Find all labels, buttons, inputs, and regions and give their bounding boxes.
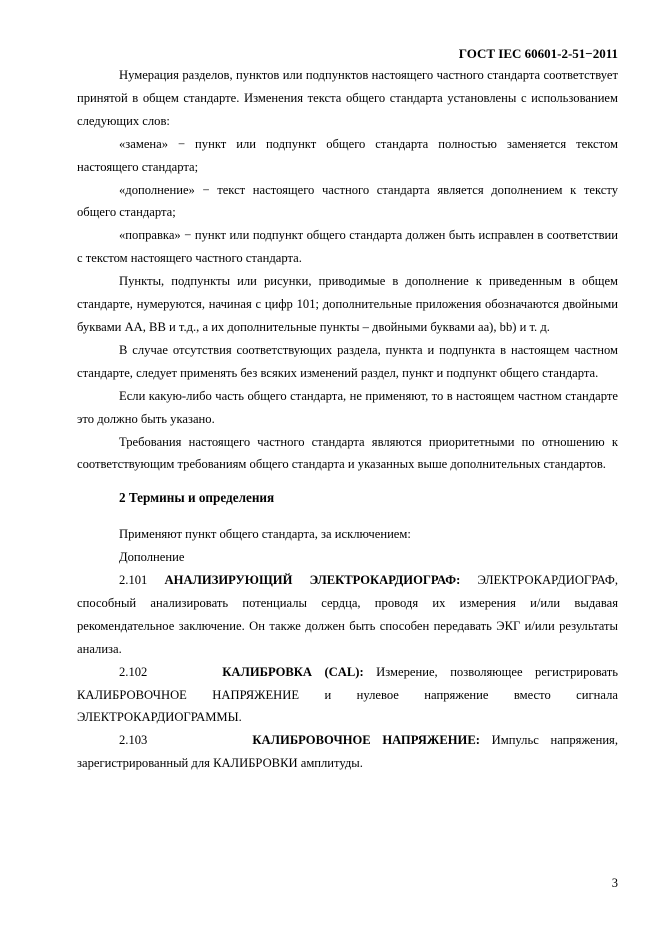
term-name: АНАЛИЗИРУЮЩИЙ ЭЛЕКТРОКАРДИОГРАФ: bbox=[164, 573, 461, 588]
paragraph-numbering: Нумерация разделов, пунктов или подпунктов настоящего частного стандарта соответствует принятой в общем стандарте. Изменения текста общего стандарта установлены с использованием следующих слов: bbox=[77, 68, 618, 128]
document-id-header: ГОСТ IEC 60601-2-51−2011 bbox=[458, 46, 618, 61]
document-body bbox=[77, 64, 618, 775]
term-entry bbox=[77, 569, 618, 661]
addition-label: Дополнение bbox=[119, 550, 185, 565]
section-heading: 2 Термины и определения bbox=[119, 490, 275, 506]
paragraph-priority: Требования настоящего частного стандарта являются приоритетными по отношению к соответствующим требованиям общего стандарта и указанных выше дополнительных стандартов. bbox=[77, 434, 618, 472]
term-number: 2.101 bbox=[119, 573, 148, 588]
term-name: КАЛИБРОВКА (CAL): bbox=[222, 664, 364, 679]
term-name: КАЛИБРОВОЧНОЕ НАПРЯЖЕНИЕ: bbox=[252, 733, 480, 748]
page-number: 3 bbox=[611, 876, 618, 890]
term-entry bbox=[77, 661, 618, 730]
term-number: 2.102 bbox=[119, 664, 148, 679]
paragraph-missing-sections: В случае отсутствия соответствующих раздела, пункта и подпункта в настоящем частном стандарте, следует применять без всяких изменений раздел, пункт и подпункт общего стандарта. bbox=[77, 342, 618, 380]
paragraph-addition: «дополнение» − текст настоящего частного стандарта является дополнением к тексту общего стандарта; bbox=[77, 182, 618, 220]
term-definition: Импульс напряжения, зарегистрированный для КАЛИБРОВКИ амплитуды. bbox=[77, 733, 619, 771]
section-intro: Применяют пункт общего стандарта, за исключением: bbox=[119, 527, 411, 542]
paragraph-amendment: «поправка» − пункт или подпункт общего стандарта должен быть исправлен в соответствии с текстом настоящего частного стандарта. bbox=[77, 228, 618, 266]
term-definition: ЭЛЕКТРОКАРДИОГРАФ, способный анализировать потенциалы сердца, проводя их измерения и/или выдавая рекомендательное заключение. Он также должен быть способен передавать ЭКГ и/или результаты анализа. bbox=[77, 573, 618, 656]
paragraph-supplementary-numbering: Пункты, подпункты или рисунки, приводимые в дополнение к приведенным в общем стандарте, нумеруются, начиная с цифр 101; дополнительные приложения обозначаются двойными буквами АА, ВВ и т.д., а их дополнительные пункты – двойными буквами аа), bb) и т. д. bbox=[77, 274, 618, 334]
paragraph-not-applied: Если какую-либо часть общего стандарта, не применяют, то в настоящем частном стандарте это должно быть указано. bbox=[77, 388, 618, 426]
term-number: 2.103 bbox=[119, 733, 148, 748]
paragraph-replacement: «замена» − пункт или подпункт общего стандарта полностью заменяется текстом настоящего стандарта; bbox=[77, 136, 618, 174]
term-definition: Измерение, позволяющее регистрировать КАЛИБРОВОЧНОЕ НАПРЯЖЕНИЕ и нулевое напряжение вместо сигнала ЭЛЕКТРОКАРДИОГРАММЫ. bbox=[77, 664, 618, 725]
term-entry bbox=[77, 729, 618, 775]
